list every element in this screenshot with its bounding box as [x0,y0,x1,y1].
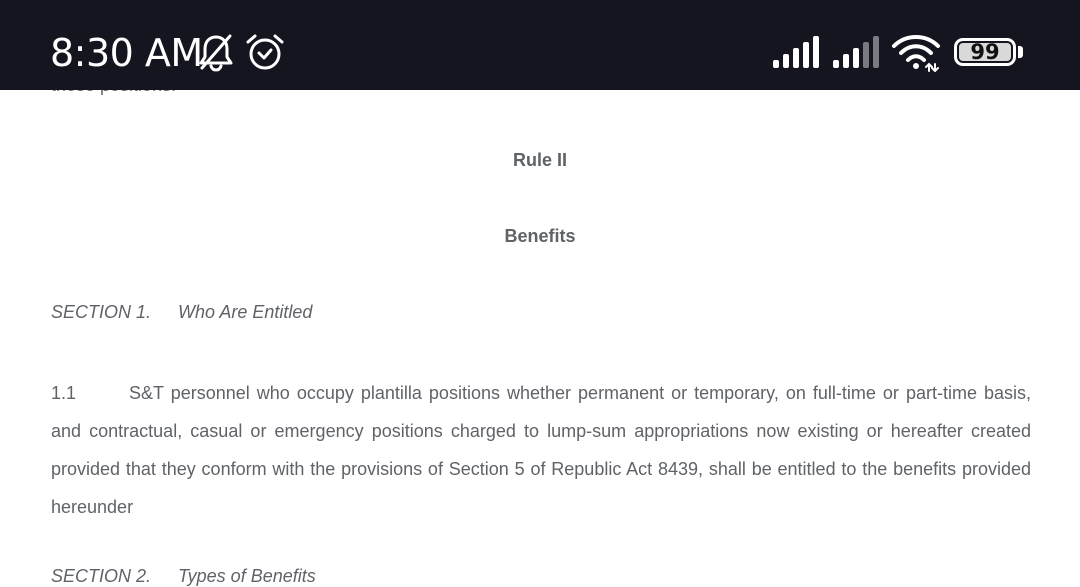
paragraph-text: S&T personnel who occupy plantilla positions whether permanent or temporary, on full-time or part-time basis, and contractual, casual or emergency positions charged to lump-sum appropriations now existing or hereafter created provided that they conform with the provisions of Section 5 of Republic Act 8439, shall be entitled to the benefits provided hereunder [51,383,1031,517]
clock-time: 8:30 AM [50,31,203,75]
section-number: SECTION 2. [51,566,152,586]
section-2-heading [51,566,316,587]
section-number: SECTION 1. [51,302,152,322]
section-title: Types of Benefits [178,566,316,586]
bell-off-icon [196,32,236,77]
rule-title: Rule II [512,150,567,170]
status-bar [0,0,1080,90]
section-title: Who Are Entitled [178,302,313,322]
wifi-icon [891,34,941,77]
paragraph-number: 1.1 [51,383,77,403]
battery-level: 99 [970,40,1000,64]
paragraph-1-1 [51,374,1031,526]
alarm-icon [244,32,286,77]
signal-icon [831,36,881,73]
battery-icon [954,38,1016,66]
section-1-heading [51,302,312,323]
signal-icon [771,36,821,73]
rule-subtitle: Benefits [504,226,576,246]
